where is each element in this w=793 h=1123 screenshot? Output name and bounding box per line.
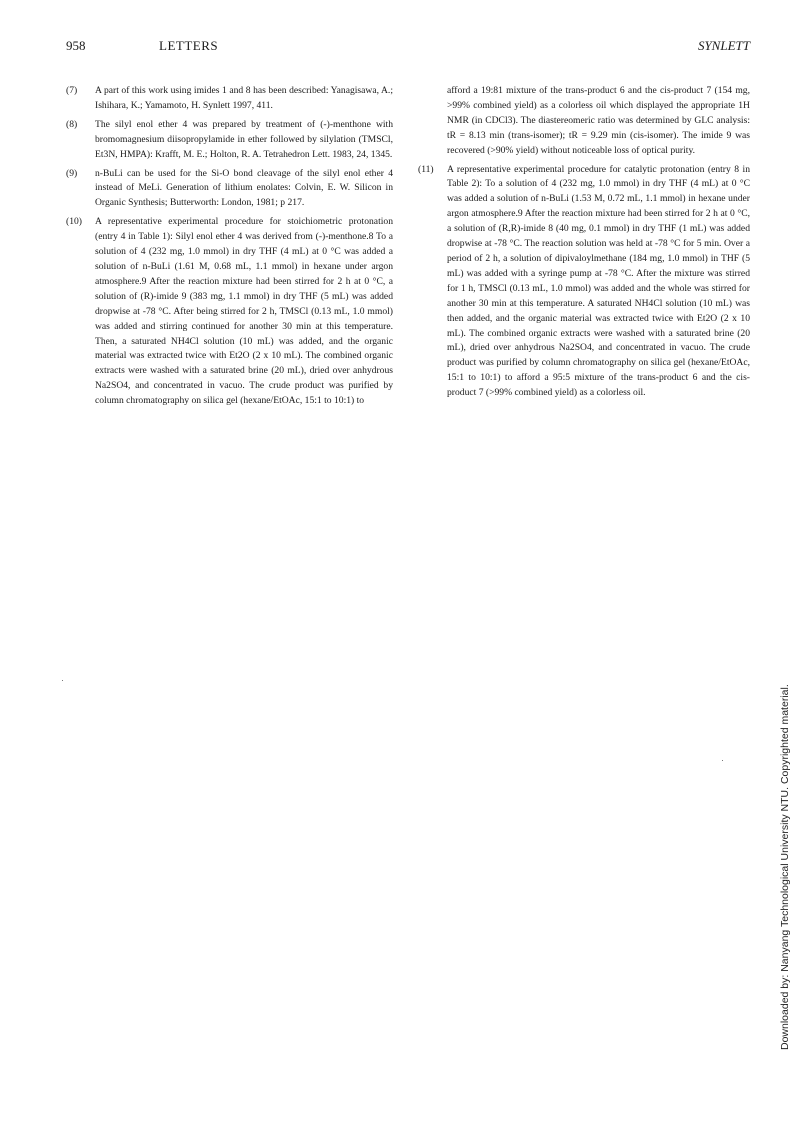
footnote-number: (10) xyxy=(66,216,82,228)
section-title: LETTERS xyxy=(159,38,219,53)
left-column xyxy=(66,84,393,413)
footnote-text: n-BuLi can be used for the Si-O bond cleavage of the silyl enol ether 4 instead of MeLi. Generation of lithium enolates: Colvin, E. W. Silicon in Organic Synthesis; Butterworth: London, 1981; p 217. xyxy=(95,167,393,209)
right-column xyxy=(418,84,750,405)
footnote-number: (8) xyxy=(66,118,78,130)
scan-speck xyxy=(62,680,63,681)
footnote-number: (9) xyxy=(66,167,78,179)
footnote-9 xyxy=(66,167,393,212)
page-number: 958 xyxy=(66,38,86,53)
footnote-11 xyxy=(418,163,750,402)
footnote-7 xyxy=(66,84,393,114)
footnote-8 xyxy=(66,118,393,163)
page-header xyxy=(66,38,750,58)
footnote-text: A representative experimental procedure for stoichiometric protonation (entry 4 in Table 1): Silyl enol ether 4 was derived from (-)-menthone.8 To a solution of 4 (232 mg, 1.0 mmol) in dry THF (4 mL) at 0 °C was added a solution of n-BuLi (1.61 M, 0.68 mL, 1.1 mmol) in hexane under argon atmosphere.9 After the reaction mixture had been stirred for 2 h at 0 °C, a solution of (R)-imide 9 (383 mg, 1.1 mmol) in dry THF (5 mL) was added dropwise at -78 °C. After being stirred for 2 h, TMSCl (0.13 mL, 1.0 mmol) was added and stirring continued for another 30 min at this temperature. Then, a saturated NH4Cl solution (10 mL) was added, and the organic material was extracted twice with Et2O (2 x 10 mL). The combined organic extracts were washed with a saturated brine (20 mL), dried over anhydrous Na2SO4, and concentrated in vacuo. The crude product was purified by column chromatography on silica gel (hexane/EtOAc, 15:1 to 10:1) to xyxy=(95,216,393,407)
scan-speck xyxy=(722,760,723,761)
footnote-number: (7) xyxy=(66,85,78,96)
footnote-text: afford a 19:81 mixture of the trans-product 6 and the cis-product 7 (154 mg, >99% combined yield) as a colorless oil which displayed the appropriate 1H NMR (in CDCl3). The diastereomeric ratio was determined by GLC analysis: tR = 8.13 min (trans-isomer); tR = 9.29 min (cis-isomer). The imide 9 was recovered (>90% yield) without noticeable loss of optical purity. xyxy=(447,85,750,156)
footnote-10 xyxy=(66,215,393,409)
download-watermark: Downloaded by: Nanyang Technological University NTU. Copyrighted material. xyxy=(779,684,791,1050)
journal-name: SYNLETT xyxy=(697,38,750,53)
footnote-10-continued xyxy=(418,84,750,159)
footnote-text: A part of this work using imides 1 and 8 has been described: Yanagisawa, A.; Ishihara, K.; Yamamoto, H. Synlett 1997, 411. xyxy=(95,85,393,111)
footnote-text: A representative experimental procedure for catalytic protonation (entry 8 in Table 2): To a solution of 4 (232 mg, 1.0 mmol) in dry THF (4 mL) at 0 °C was added a solution of n-BuLi (1.53 M, 0.72 mL, 1.1 mmol) in hexane under argon atmosphere.9 After the reaction mixture had been stirred for 2 h at 0 °C, a solution of (R,R)-imide 8 (40 mg, 0.1 mmol) in dry THF (1 mL) was added dropwise at -78 °C. The reaction solution was held at -78 °C for 5 min. Over a period of 2 h, a solution of dipivaloylmethane (184 mg, 1.0 mmol) in THF (5 mL) was added with a syringe pump at -78 °C. After the mixture was stirred for 1 h, TMSCl (0.13 mL, 1.0 mmol) was added and the whole was stirred for another 30 min at this temperature. A saturated NH4Cl solution (10 mL) was then added, and the organic material was extracted twice with Et2O (2 x 10 mL). The combined organic extracts were washed with a saturated brine (20 mL), dried over anhydrous Na2SO4, and concentrated in vacuo. The crude product was purified by column chromatography on silica gel (hexane/EtOAc, 15:1 to 10:1) to afford a 95:5 mixture of the trans-product 6 and the cis-product 7 (>99% combined yield) as a colorless oil. xyxy=(447,163,750,399)
footnote-number: (11) xyxy=(418,163,434,175)
footnote-text: The silyl enol ether 4 was prepared by treatment of (-)-menthone with bromomagnesium diisopropylamide in ether followed by silylation (TMSCl, Et3N, HMPA): Krafft, M. E.; Holton, R. A. Tetrahedron Lett. 1983, 24, 1345. xyxy=(95,118,393,160)
